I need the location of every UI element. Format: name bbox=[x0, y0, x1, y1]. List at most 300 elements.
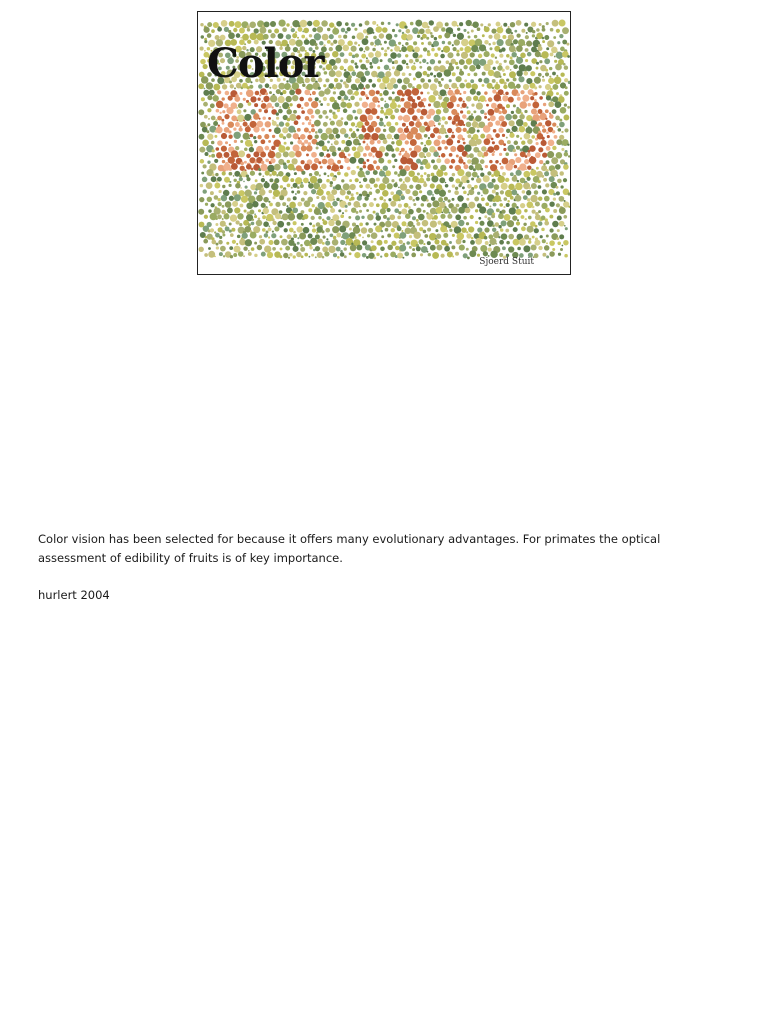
plate-ground-dot bbox=[475, 221, 478, 224]
plate-ground-dot bbox=[516, 135, 519, 138]
plate-ground-dot bbox=[466, 96, 472, 102]
plate-ground-dot bbox=[549, 176, 555, 182]
plate-figure-dot bbox=[244, 161, 247, 164]
plate-ground-dot bbox=[473, 96, 478, 101]
plate-figure-dot bbox=[308, 131, 311, 134]
plate-ground-dot bbox=[529, 187, 532, 190]
plate-ground-dot bbox=[420, 175, 423, 178]
plate-ground-dot bbox=[478, 217, 481, 220]
plate-ground-dot bbox=[567, 106, 570, 109]
plate-ground-dot bbox=[297, 237, 299, 239]
plate-ground-dot bbox=[434, 75, 437, 78]
plate-ground-dot bbox=[392, 165, 395, 168]
plate-ground-dot bbox=[232, 240, 236, 244]
plate-ground-dot bbox=[447, 52, 453, 58]
plate-figure-dot bbox=[508, 97, 514, 103]
plate-ground-dot bbox=[543, 163, 546, 166]
plate-ground-dot bbox=[392, 138, 394, 140]
plate-ground-dot bbox=[385, 221, 392, 228]
plate-ground-dot bbox=[518, 76, 524, 82]
plate-ground-dot bbox=[466, 248, 469, 251]
plate-ground-dot bbox=[423, 83, 429, 89]
plate-ground-dot bbox=[203, 164, 207, 168]
plate-ground-dot bbox=[373, 170, 378, 175]
plate-figure-dot bbox=[320, 166, 323, 169]
plate-ground-dot bbox=[441, 125, 444, 128]
plate-ground-dot bbox=[274, 178, 279, 183]
plate-figure-dot bbox=[428, 103, 431, 106]
plate-ground-dot bbox=[455, 214, 461, 220]
plate-ground-dot bbox=[516, 84, 521, 89]
plate-ground-dot bbox=[244, 209, 247, 212]
plate-ground-dot bbox=[528, 238, 531, 241]
plate-ground-dot bbox=[279, 195, 284, 200]
plate-figure-dot bbox=[361, 128, 366, 133]
plate-figure-dot bbox=[401, 98, 405, 102]
plate-ground-dot bbox=[439, 190, 446, 197]
plate-ground-dot bbox=[338, 147, 342, 151]
plate-ground-dot bbox=[524, 23, 528, 27]
plate-ground-dot bbox=[384, 103, 389, 108]
plate-figure-dot bbox=[339, 165, 343, 169]
plate-figure-dot bbox=[552, 130, 555, 133]
plate-ground-dot bbox=[501, 209, 505, 213]
plate-ground-dot bbox=[210, 103, 215, 108]
plate-figure-dot bbox=[434, 139, 441, 146]
plate-ground-dot bbox=[456, 53, 460, 57]
plate-ground-dot bbox=[226, 242, 229, 245]
plate-figure-dot bbox=[404, 128, 409, 133]
plate-ground-dot bbox=[336, 198, 340, 202]
plate-figure-dot bbox=[434, 125, 436, 127]
plate-ground-dot bbox=[286, 146, 290, 150]
plate-ground-dot bbox=[326, 179, 330, 183]
plate-ground-dot bbox=[236, 243, 238, 245]
plate-ground-dot bbox=[428, 95, 436, 103]
plate-figure-dot bbox=[306, 145, 312, 151]
plate-ground-dot bbox=[396, 140, 402, 146]
plate-ground-dot bbox=[461, 52, 468, 59]
plate-figure-dot bbox=[444, 146, 448, 150]
plate-figure-dot bbox=[498, 89, 504, 95]
plate-ground-dot bbox=[500, 228, 503, 231]
plate-ground-dot bbox=[424, 172, 427, 175]
plate-ground-dot bbox=[552, 221, 558, 227]
plate-ground-dot bbox=[487, 217, 490, 220]
plate-figure-dot bbox=[376, 90, 380, 94]
plate-ground-dot bbox=[335, 134, 340, 139]
plate-ground-dot bbox=[268, 226, 270, 228]
plate-figure-dot bbox=[502, 134, 505, 137]
plate-figure-dot bbox=[520, 101, 528, 109]
plate-figure-dot bbox=[500, 99, 502, 101]
plate-figure-dot bbox=[337, 160, 341, 164]
plate-ground-dot bbox=[433, 90, 439, 96]
plate-ground-dot bbox=[452, 198, 455, 201]
plate-ground-dot bbox=[329, 34, 334, 39]
plate-ground-dot bbox=[329, 22, 334, 27]
plate-ground-dot bbox=[399, 232, 406, 239]
plate-ground-dot bbox=[380, 247, 385, 252]
plate-ground-dot bbox=[350, 184, 356, 190]
plate-ground-dot bbox=[432, 252, 439, 259]
plate-ground-dot bbox=[509, 207, 516, 214]
plate-figure-dot bbox=[262, 116, 265, 119]
plate-figure-dot bbox=[216, 126, 223, 133]
plate-figure-dot bbox=[451, 134, 455, 138]
plate-ground-dot bbox=[433, 165, 438, 170]
plate-figure-dot bbox=[543, 103, 546, 106]
plate-figure-dot bbox=[463, 91, 466, 94]
plate-ground-dot bbox=[327, 40, 331, 44]
plate-ground-dot bbox=[372, 57, 379, 64]
plate-ground-dot bbox=[454, 39, 460, 45]
plate-ground-dot bbox=[262, 228, 266, 232]
plate-ground-dot bbox=[339, 90, 345, 96]
plate-ground-dot bbox=[252, 201, 258, 207]
plate-ground-dot bbox=[241, 196, 248, 203]
plate-figure-dot bbox=[502, 158, 509, 165]
plate-ground-dot bbox=[349, 179, 352, 182]
plate-ground-dot bbox=[300, 184, 304, 188]
plate-ground-dot bbox=[415, 184, 421, 190]
plate-ground-dot bbox=[437, 221, 441, 225]
plate-figure-dot bbox=[404, 101, 411, 108]
plate-ground-dot bbox=[309, 246, 312, 249]
plate-ground-dot bbox=[376, 178, 380, 182]
plate-figure-dot bbox=[503, 94, 505, 96]
plate-figure-dot bbox=[545, 109, 549, 113]
plate-ground-dot bbox=[271, 183, 279, 191]
plate-ground-dot bbox=[287, 222, 291, 226]
plate-figure-dot bbox=[301, 146, 307, 152]
plate-figure-dot bbox=[425, 127, 430, 132]
plate-ground-dot bbox=[555, 101, 562, 108]
plate-ground-dot bbox=[200, 159, 205, 164]
plate-ground-dot bbox=[407, 34, 413, 40]
plate-figure-dot bbox=[269, 129, 272, 132]
plate-ground-dot bbox=[203, 102, 208, 107]
plate-ground-dot bbox=[303, 178, 309, 184]
plate-ground-dot bbox=[271, 233, 276, 238]
plate-ground-dot bbox=[210, 228, 214, 232]
plate-ground-dot bbox=[543, 178, 547, 182]
plate-ground-dot bbox=[480, 23, 483, 26]
plate-ground-dot bbox=[506, 137, 508, 139]
plate-ground-dot bbox=[413, 62, 415, 64]
plate-ground-dot bbox=[203, 27, 209, 33]
plate-ground-dot bbox=[361, 216, 364, 219]
plate-ground-dot bbox=[345, 205, 348, 208]
plate-ground-dot bbox=[475, 115, 482, 122]
plate-ground-dot bbox=[483, 251, 488, 256]
plate-ground-dot bbox=[217, 198, 220, 201]
plate-ground-dot bbox=[463, 253, 468, 258]
plate-figure-dot bbox=[458, 159, 463, 164]
plate-ground-dot bbox=[222, 218, 224, 220]
plate-figure-dot bbox=[304, 140, 308, 144]
plate-ground-dot bbox=[475, 139, 481, 145]
plate-ground-dot bbox=[323, 122, 328, 127]
plate-ground-dot bbox=[394, 134, 400, 140]
plate-ground-dot bbox=[423, 71, 428, 76]
plate-figure-dot bbox=[463, 142, 466, 145]
plate-figure-dot bbox=[527, 103, 530, 106]
plate-ground-dot bbox=[332, 152, 337, 157]
plate-ground-dot bbox=[398, 204, 402, 208]
plate-figure-dot bbox=[454, 89, 459, 94]
plate-ground-dot bbox=[213, 22, 219, 28]
plate-figure-dot bbox=[449, 153, 453, 157]
plate-ground-dot bbox=[390, 102, 397, 109]
plate-ground-dot bbox=[239, 223, 242, 226]
plate-ground-dot bbox=[267, 252, 273, 258]
plate-ground-dot bbox=[513, 104, 516, 107]
plate-figure-dot bbox=[311, 101, 318, 108]
plate-figure-dot bbox=[222, 157, 224, 159]
plate-ground-dot bbox=[427, 26, 429, 28]
plate-ground-dot bbox=[364, 196, 368, 200]
plate-ground-dot bbox=[444, 121, 448, 125]
plate-ground-dot bbox=[377, 240, 383, 246]
plate-ground-dot bbox=[456, 76, 462, 82]
plate-ground-dot bbox=[324, 172, 327, 175]
plate-ground-dot bbox=[359, 206, 361, 208]
plate-figure-dot bbox=[367, 126, 374, 133]
plate-ground-dot bbox=[405, 54, 408, 57]
plate-ground-dot bbox=[280, 185, 283, 188]
plate-ground-dot bbox=[259, 27, 266, 34]
plate-figure-dot bbox=[458, 97, 462, 101]
plate-ground-dot bbox=[367, 214, 374, 221]
plate-ground-dot bbox=[501, 233, 508, 240]
plate-ground-dot bbox=[288, 107, 290, 109]
plate-ground-dot bbox=[445, 230, 448, 233]
plate-ground-dot bbox=[559, 122, 565, 128]
plate-ground-dot bbox=[198, 109, 204, 115]
plate-ground-dot bbox=[214, 159, 218, 163]
plate-ground-dot bbox=[453, 34, 456, 37]
plate-ground-dot bbox=[362, 203, 366, 207]
plate-ground-dot bbox=[560, 107, 567, 114]
plate-ground-dot bbox=[372, 21, 376, 25]
plate-figure-dot bbox=[224, 152, 230, 158]
plate-ground-dot bbox=[467, 110, 471, 114]
plate-ground-dot bbox=[517, 130, 519, 132]
plate-ground-dot bbox=[335, 150, 337, 152]
plate-figure-dot bbox=[226, 107, 233, 114]
plate-ground-dot bbox=[355, 87, 358, 90]
plate-ground-dot bbox=[234, 207, 240, 213]
plate-ground-dot bbox=[221, 210, 226, 215]
plate-ground-dot bbox=[475, 209, 478, 212]
plate-ground-dot bbox=[250, 171, 255, 176]
plate-ground-dot bbox=[335, 58, 341, 64]
plate-figure-dot bbox=[399, 153, 402, 156]
plate-figure-dot bbox=[368, 152, 372, 156]
plate-ground-dot bbox=[340, 66, 344, 70]
plate-figure-dot bbox=[231, 115, 237, 121]
plate-ground-dot bbox=[270, 95, 277, 102]
plate-ground-dot bbox=[371, 232, 378, 239]
plate-ground-dot bbox=[502, 246, 506, 250]
plate-ground-dot bbox=[338, 107, 341, 110]
plate-ground-dot bbox=[387, 47, 390, 50]
plate-ground-dot bbox=[505, 178, 509, 182]
plate-ground-dot bbox=[542, 40, 545, 43]
plate-figure-dot bbox=[376, 116, 379, 119]
plate-ground-dot bbox=[492, 190, 496, 194]
plate-ground-dot bbox=[351, 71, 356, 76]
plate-ground-dot bbox=[321, 196, 326, 201]
plate-ground-dot bbox=[351, 170, 356, 175]
plate-ground-dot bbox=[488, 23, 491, 26]
plate-ground-dot bbox=[463, 29, 466, 32]
plate-ground-dot bbox=[402, 85, 407, 90]
plate-ground-dot bbox=[331, 68, 333, 70]
plate-ground-dot bbox=[333, 137, 336, 140]
plate-ground-dot bbox=[215, 119, 217, 121]
plate-ground-dot bbox=[312, 28, 316, 32]
plate-ground-dot bbox=[548, 78, 554, 84]
plate-ground-dot bbox=[472, 21, 479, 28]
plate-figure-dot bbox=[412, 99, 416, 103]
plate-ground-dot bbox=[406, 63, 408, 65]
plate-ground-dot bbox=[430, 32, 433, 35]
plate-ground-dot bbox=[468, 127, 475, 134]
plate-figure-dot bbox=[366, 143, 368, 145]
plate-ground-dot bbox=[510, 172, 514, 176]
plate-figure-dot bbox=[485, 100, 487, 102]
plate-ground-dot bbox=[357, 109, 363, 115]
plate-ground-dot bbox=[315, 256, 317, 258]
plate-figure-dot bbox=[307, 135, 312, 140]
plate-figure-dot bbox=[363, 165, 366, 168]
plate-figure-dot bbox=[217, 140, 223, 146]
plate-ground-dot bbox=[381, 230, 383, 232]
plate-figure-dot bbox=[373, 160, 377, 164]
plate-ground-dot bbox=[279, 210, 283, 214]
plate-figure-dot bbox=[484, 91, 487, 94]
plate-ground-dot bbox=[347, 114, 354, 121]
plate-ground-dot bbox=[408, 196, 412, 200]
plate-figure-dot bbox=[460, 110, 463, 113]
plate-ground-dot bbox=[250, 232, 257, 239]
plate-figure-dot bbox=[250, 134, 254, 138]
plate-ground-dot bbox=[409, 59, 413, 63]
plate-ground-dot bbox=[319, 152, 324, 157]
plate-ground-dot bbox=[240, 140, 243, 143]
plate-ground-dot bbox=[441, 116, 445, 120]
plate-ground-dot bbox=[466, 198, 469, 201]
plate-ground-dot bbox=[452, 44, 454, 46]
plate-ground-dot bbox=[229, 172, 233, 176]
plate-ground-dot bbox=[254, 254, 257, 257]
plate-ground-dot bbox=[345, 84, 349, 88]
plate-ground-dot bbox=[220, 221, 226, 227]
plate-figure-dot bbox=[257, 98, 260, 101]
plate-ground-dot bbox=[516, 33, 520, 37]
plate-ground-dot bbox=[262, 175, 264, 177]
plate-ground-dot bbox=[318, 216, 321, 219]
plate-ground-dot bbox=[527, 52, 532, 57]
plate-ground-dot bbox=[556, 152, 563, 159]
plate-ground-dot bbox=[293, 221, 297, 225]
plate-figure-dot bbox=[452, 132, 454, 134]
plate-ground-dot bbox=[563, 178, 567, 182]
plate-figure-dot bbox=[525, 168, 527, 170]
plate-figure-dot bbox=[295, 89, 301, 95]
plate-figure-dot bbox=[228, 96, 233, 101]
plate-ground-dot bbox=[399, 244, 406, 251]
plate-ground-dot bbox=[380, 43, 382, 45]
plate-ground-dot bbox=[541, 228, 545, 232]
plate-figure-dot bbox=[448, 116, 452, 120]
plate-ground-dot bbox=[466, 83, 472, 89]
plate-ground-dot bbox=[556, 186, 559, 189]
plate-ground-dot bbox=[289, 253, 293, 256]
plate-ground-dot bbox=[201, 172, 204, 175]
plate-ground-dot bbox=[270, 21, 276, 27]
plate-ground-dot bbox=[534, 228, 539, 233]
plate-ground-dot bbox=[340, 240, 345, 245]
plate-ground-dot bbox=[523, 84, 529, 90]
plate-figure-dot bbox=[538, 119, 540, 121]
plate-ground-dot bbox=[411, 65, 416, 70]
plate-figure-dot bbox=[258, 109, 261, 112]
plate-ground-dot bbox=[228, 32, 235, 39]
plate-figure-dot bbox=[296, 115, 301, 120]
plate-ground-dot bbox=[439, 83, 443, 87]
plate-ground-dot bbox=[214, 135, 217, 138]
plate-ground-dot bbox=[505, 152, 509, 156]
plate-ground-dot bbox=[332, 201, 338, 207]
plate-ground-dot bbox=[471, 103, 474, 106]
plate-ground-dot bbox=[559, 196, 565, 202]
plate-ground-dot bbox=[515, 209, 521, 215]
plate-ground-dot bbox=[516, 57, 523, 64]
plate-ground-dot bbox=[514, 30, 517, 33]
plate-ground-dot bbox=[338, 35, 342, 39]
plate-ground-dot bbox=[356, 128, 359, 131]
plate-figure-dot bbox=[527, 165, 531, 169]
plate-ground-dot bbox=[419, 239, 424, 244]
plate-ground-dot bbox=[466, 231, 468, 233]
plate-ground-dot bbox=[545, 183, 549, 187]
plate-ground-dot bbox=[325, 52, 330, 57]
plate-ground-dot bbox=[397, 216, 401, 220]
plate-figure-dot bbox=[254, 103, 258, 107]
plate-ground-dot bbox=[303, 191, 307, 195]
plate-ground-dot bbox=[386, 122, 391, 127]
plate-ground-dot bbox=[206, 130, 209, 133]
plate-ground-dot bbox=[510, 22, 515, 27]
plate-ground-dot bbox=[387, 183, 393, 189]
plate-ground-dot bbox=[541, 51, 549, 59]
plate-ground-dot bbox=[263, 197, 269, 203]
plate-ground-dot bbox=[466, 233, 471, 238]
plate-ground-dot bbox=[387, 134, 393, 140]
plate-ground-dot bbox=[365, 184, 370, 189]
plate-ground-dot bbox=[427, 74, 430, 77]
plate-ground-dot bbox=[487, 171, 491, 175]
plate-ground-dot bbox=[568, 81, 570, 84]
plate-ground-dot bbox=[448, 199, 451, 202]
plate-ground-dot bbox=[394, 96, 400, 102]
plate-figure-dot bbox=[243, 119, 245, 121]
plate-figure-dot bbox=[409, 121, 415, 127]
plate-ground-dot bbox=[327, 175, 329, 177]
